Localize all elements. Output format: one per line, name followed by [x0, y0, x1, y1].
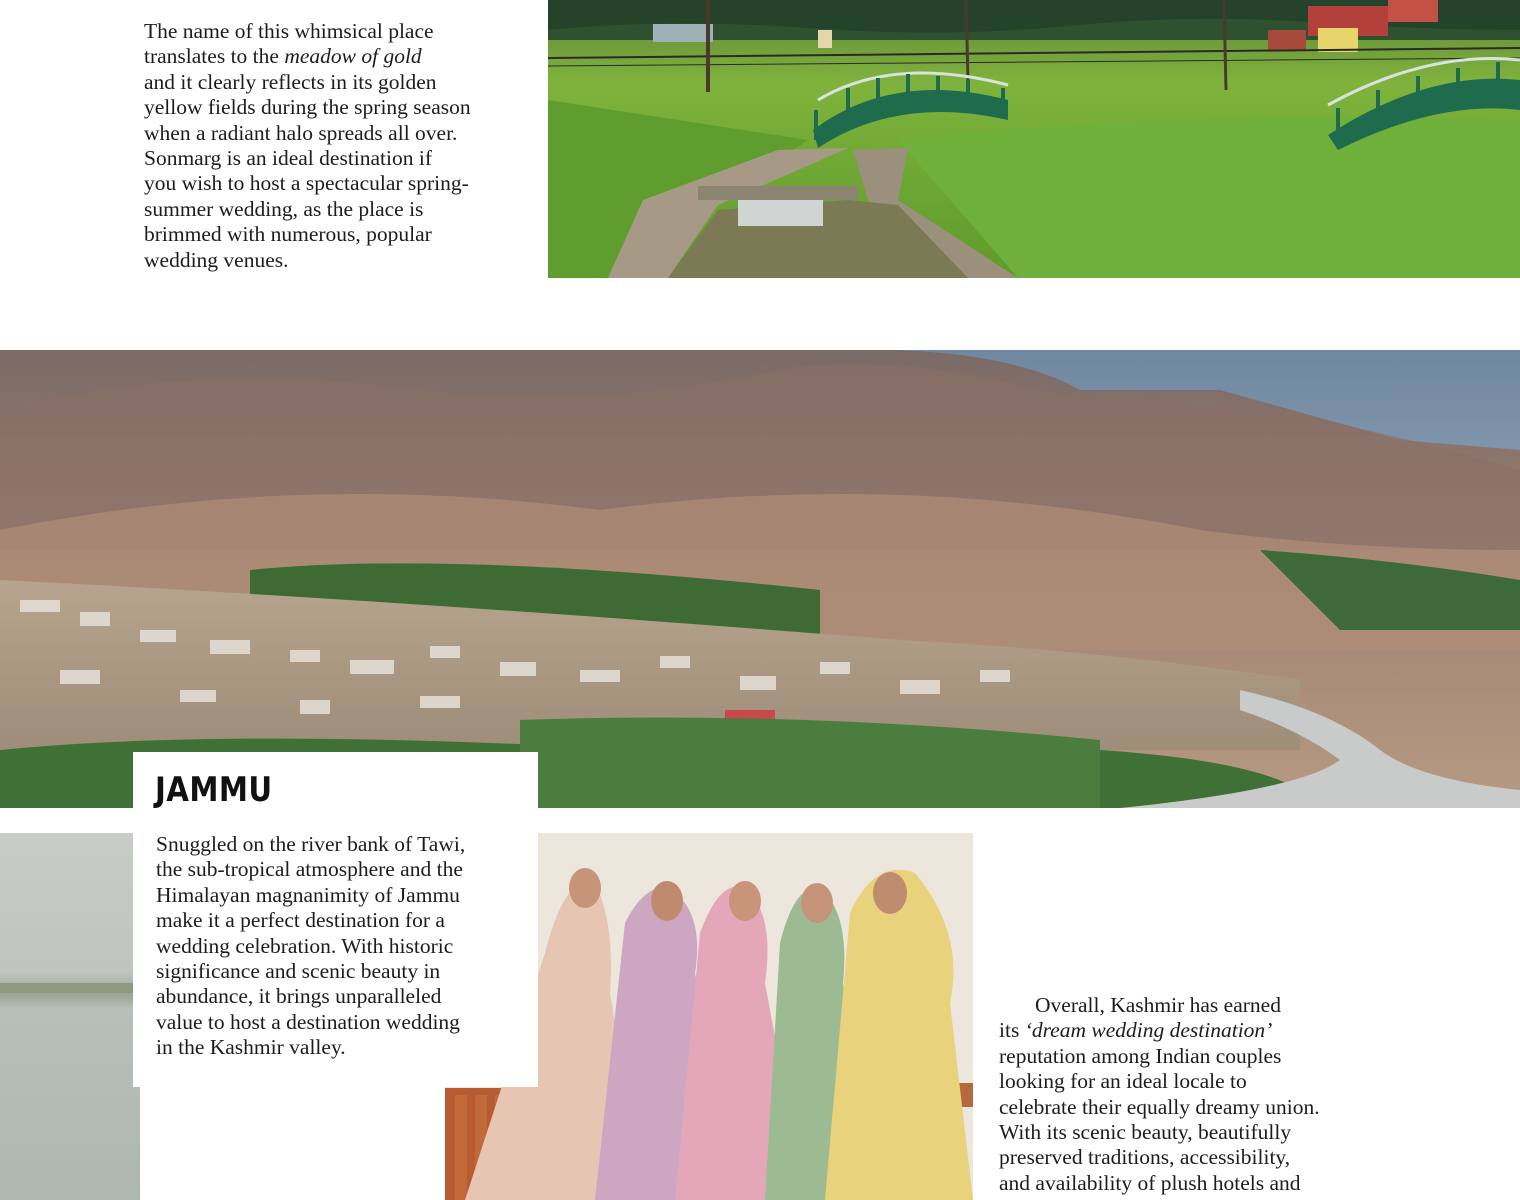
sonmarg-line: when a radiant halo spreads all over.	[144, 120, 458, 145]
sonmarg-line: The name of this whimsical place	[144, 19, 434, 43]
jammu-paragraph	[156, 832, 526, 1061]
overall-line: With its scenic beauty, beautifully	[999, 1120, 1292, 1145]
lake-scene	[0, 833, 140, 1200]
section-heading-jammu: JAMMU	[155, 770, 273, 810]
overall-paragraph	[999, 993, 1389, 1196]
jammu-line: significance and scenic beauty in	[156, 959, 441, 984]
valley-scene	[0, 350, 1520, 808]
dream-wedding-phrase: ‘dream wedding destination’	[1024, 1018, 1273, 1043]
overall-line: celebrate their equally dreamy union.	[999, 1094, 1320, 1119]
jammu-line: the sub-tropical atmosphere and the	[156, 857, 463, 882]
meadow-of-gold-phrase: meadow of gold	[284, 44, 422, 69]
overall-line-prefix: its	[999, 1018, 1025, 1043]
jammu-line: abundance, it brings unparalleled	[156, 984, 442, 1009]
overall-line: and availability of plush hotels and	[999, 1170, 1301, 1195]
sonmarg-line: summer wedding, as the place is	[144, 196, 424, 221]
overall-line: reputation among Indian couples	[999, 1043, 1282, 1068]
jammu-line: wedding celebration. With historic	[156, 933, 454, 958]
jammu-line: value to host a destination wedding	[156, 1009, 460, 1034]
sonmarg-line-prefix: translates to the	[144, 44, 285, 69]
sonmarg-meadow-photo	[548, 0, 1520, 278]
sonmarg-line: wedding venues.	[144, 247, 289, 272]
meadow-scene	[548, 0, 1520, 278]
mountain-valley-photo	[0, 350, 1520, 808]
sonmarg-line: Sonmarg is an ideal destination if	[144, 146, 433, 171]
jammu-section	[133, 752, 538, 1087]
sonmarg-paragraph	[144, 19, 536, 273]
sonmarg-line: brimmed with numerous, popular	[144, 222, 432, 247]
overall-line: Overall, Kashmir has earned	[1035, 993, 1281, 1017]
sonmarg-line: you wish to host a spectacular spring-	[144, 171, 469, 196]
sonmarg-line: and it clearly reflects in its golden	[144, 69, 437, 94]
overall-line: looking for an ideal locale to	[999, 1069, 1247, 1094]
overall-line: preserved traditions, accessibility,	[999, 1145, 1291, 1170]
jammu-line: make it a perfect destination for a	[156, 908, 445, 933]
jammu-line: Himalayan magnanimity of Jammu	[156, 882, 460, 907]
jammu-line: in the Kashmir valley.	[156, 1035, 346, 1060]
jammu-line: Snuggled on the river bank of Tawi,	[156, 832, 466, 856]
sonmarg-line: yellow fields during the spring season	[144, 95, 471, 120]
lake-photo	[0, 833, 140, 1200]
